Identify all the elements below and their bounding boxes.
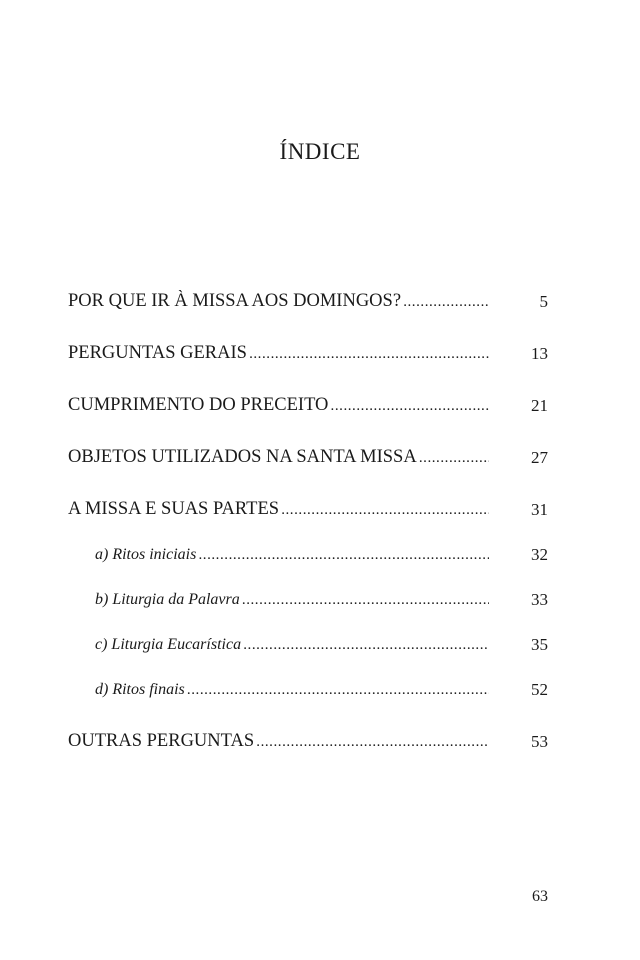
toc-entry bbox=[68, 730, 548, 756]
toc-subentry-label: b) Liturgia da Palavra . . . bbox=[95, 589, 489, 611]
toc-subentry-page: 35 bbox=[531, 635, 548, 654]
toc-subentry-label: c) Liturgia Eucarística . . . bbox=[95, 634, 489, 656]
toc-entry bbox=[68, 446, 548, 472]
toc-entry-page: 31 bbox=[531, 500, 548, 519]
toc-subentry-page: 52 bbox=[531, 680, 548, 699]
page-title: ÍNDICE bbox=[279, 139, 361, 164]
toc-subentry-label: a) Ritos iniciais . . . bbox=[95, 544, 489, 566]
toc-entry bbox=[68, 342, 548, 368]
toc-entry bbox=[68, 290, 548, 316]
toc-subentry-page: 33 bbox=[531, 590, 548, 609]
toc-subentry-page: 32 bbox=[531, 545, 548, 564]
toc-entry bbox=[68, 394, 548, 420]
toc-entry-label: A MISSA E SUAS PARTES . . . bbox=[68, 498, 489, 521]
toc-entry-page: 13 bbox=[531, 344, 548, 363]
toc-entry-label: CUMPRIMENTO DO PRECEITO . . . bbox=[68, 394, 489, 417]
page-number: 63 bbox=[532, 888, 548, 905]
toc-entry-label: POR QUE IR À MISSA AOS DOMINGOS? . . . bbox=[68, 290, 489, 313]
toc-entry-page: 27 bbox=[531, 448, 548, 467]
toc-entry-label: OBJETOS UTILIZADOS NA SANTA MISSA . . . bbox=[68, 446, 489, 469]
toc-entry-page: 53 bbox=[531, 732, 548, 751]
toc-subentry-label: d) Ritos finais . . . bbox=[95, 679, 489, 701]
toc-entry-label: PERGUNTAS GERAIS . . . bbox=[68, 342, 489, 365]
toc-entry-page: 5 bbox=[539, 292, 548, 311]
toc-entry-label: OUTRAS PERGUNTAS . . . bbox=[68, 730, 489, 753]
toc-entry bbox=[68, 498, 548, 524]
toc-subentry bbox=[68, 543, 548, 569]
toc-entry-page: 21 bbox=[531, 396, 548, 415]
toc-subentry bbox=[68, 633, 548, 659]
toc-subentry bbox=[68, 588, 548, 614]
toc-subentry bbox=[68, 678, 548, 704]
